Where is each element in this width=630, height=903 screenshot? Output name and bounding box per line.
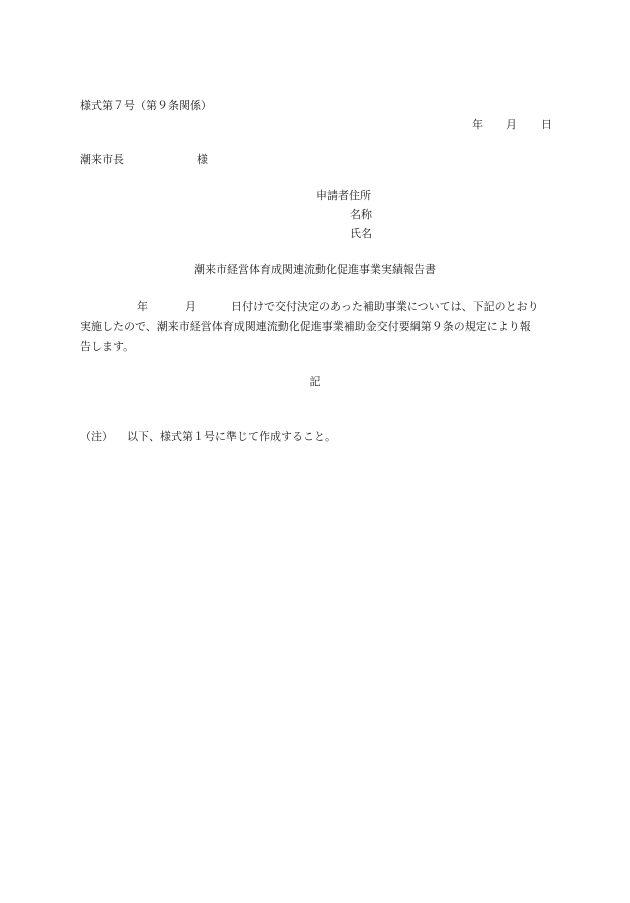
addressee-name: 潮来市長 xyxy=(80,153,124,166)
form-number-label: 様式第７号（第９条関係） xyxy=(80,99,212,112)
body-text-line: 実施したので、潮来市経営体育成関連流動化促進事業補助金交付要綱第９条の規定により報 xyxy=(80,320,531,333)
addressee-honorific: 様 xyxy=(197,153,208,166)
body-month-label: 月 xyxy=(185,300,196,313)
applicant-address-label: 申請者住所 xyxy=(316,189,371,202)
ki-heading: 記 xyxy=(309,375,321,388)
body-text-line: 告します。 xyxy=(80,340,135,353)
body-year-label: 年 xyxy=(137,300,148,313)
body-text-line: 日付けで交付決定のあった補助事業については、下記のとおり xyxy=(231,300,539,313)
date-month-label: 月 xyxy=(506,118,517,131)
note-text: 以下、様式第１号に準じて作成すること。 xyxy=(127,430,336,443)
date-day-label: 日 xyxy=(541,118,552,131)
applicant-title-label: 名称 xyxy=(350,208,372,221)
applicant-name-label: 氏名 xyxy=(350,227,372,240)
note-label: （注） xyxy=(80,430,113,443)
date-year-label: 年 xyxy=(472,118,483,131)
document-title: 潮来市経営体育成関連流動化促進事業実績報告書 xyxy=(194,263,436,276)
